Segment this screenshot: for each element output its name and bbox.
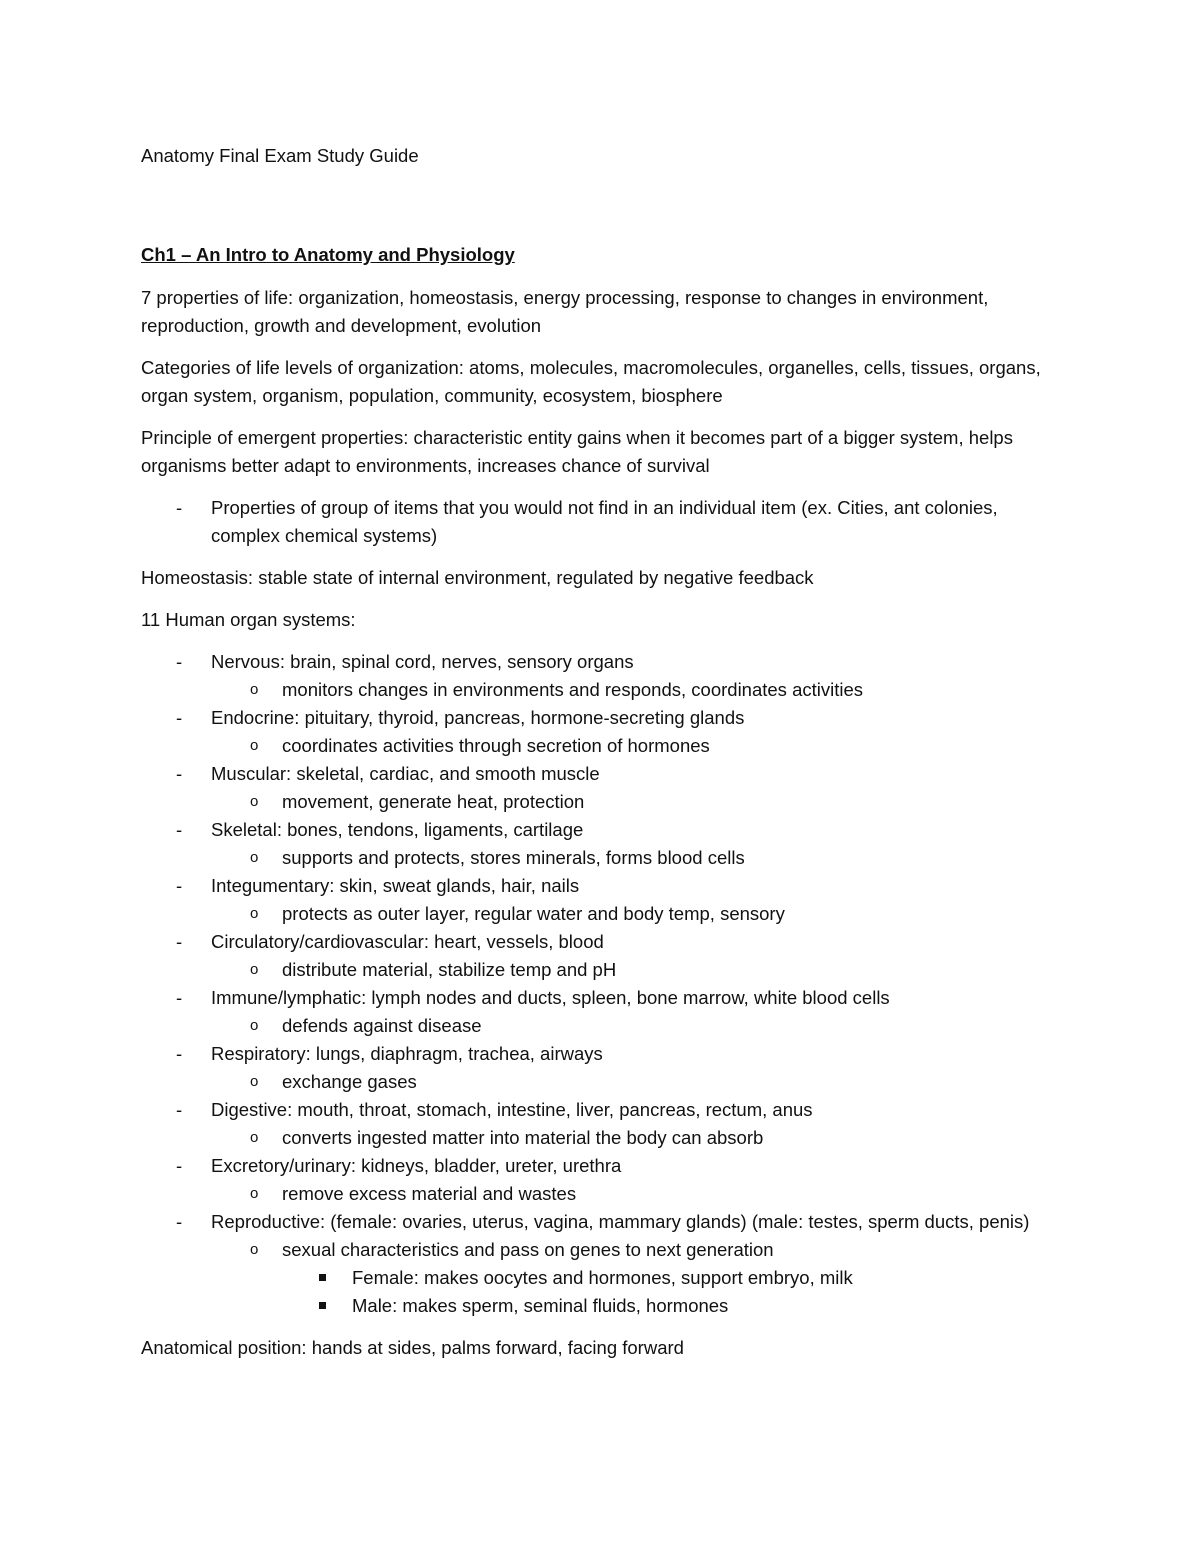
anatomical-position-paragraph: Anatomical position: hands at sides, palms forward, facing forward [141,1337,684,1358]
organ-system-name: Immune/lymphatic: lymph nodes and ducts, spleen, bone marrow, white blood cells [211,987,890,1008]
dash-bullet: - [176,497,183,518]
organ-function-text: distribute material, stabilize temp and pH [282,959,617,980]
organ-system-item [141,704,1061,760]
organ-system-name: Respiratory: lungs, diaphragm, trachea, airways [211,1043,603,1064]
homeostasis-paragraph: Homeostasis: stable state of internal environment, regulated by negative feedback [141,567,814,588]
organ-function-text: remove excess material and wastes [282,1183,577,1204]
organ-function-text: converts ingested matter into material the body can absorb [282,1127,764,1148]
organ-function-item [141,1068,1061,1096]
emergent-properties-paragraph: Principle of emergent properties: characteristic entity gains when it becomes part of a bigger system, helps organisms better adapt to environments, increases chance of survival [141,427,1013,476]
organ-system-item [141,648,1061,704]
list-item [141,494,1061,550]
dash-bullet: - [176,1099,183,1120]
circle-bullet: o [250,1241,259,1258]
organ-system-name: Muscular: skeletal, cardiac, and smooth muscle [211,763,600,784]
organ-system-item [141,816,1061,872]
dash-bullet: - [176,763,183,784]
circle-bullet: o [250,1017,259,1034]
organ-system-name: Integumentary: skin, sweat glands, hair, nails [211,875,580,896]
organ-function-item [141,1236,1061,1320]
organ-function-text: movement, generate heat, protection [282,791,585,812]
organ-function-list [211,1124,1061,1152]
circle-bullet: o [250,793,259,810]
circle-bullet: o [250,1185,259,1202]
organ-system-name: Reproductive: (female: ovaries, uterus, vagina, mammary glands) (male: testes, sperm ducts, penis) [211,1211,1030,1232]
dash-bullet: - [176,987,183,1008]
organ-function-list [211,788,1061,816]
organ-function-text: protects as outer layer, regular water and body temp, sensory [282,903,785,924]
organ-detail-item [141,1292,1061,1320]
organ-system-item [141,1096,1061,1152]
organ-function-text: exchange gases [282,1071,417,1092]
dash-bullet: - [176,1155,183,1176]
organ-system-item [141,984,1061,1040]
chapter-heading: Ch1 – An Intro to Anatomy and Physiology [141,244,515,265]
dash-bullet: - [176,819,183,840]
organ-function-item [141,844,1061,872]
dash-bullet: - [176,1211,183,1232]
organ-system-item [141,1208,1061,1320]
organ-function-text: monitors changes in environments and responds, coordinates activities [282,679,864,700]
dash-bullet: - [176,707,183,728]
organ-system-item [141,872,1061,928]
organ-function-list [211,1068,1061,1096]
circle-bullet: o [250,1073,259,1090]
list-item-text: Properties of group of items that you would not find in an individual item (ex. Cities, ant colonies, complex chemical systems) [211,497,998,546]
organ-systems-heading: 11 Human organ systems: [141,609,356,630]
circle-bullet: o [250,681,259,698]
organ-function-list [211,1236,1061,1320]
organ-function-item [141,676,1061,704]
organ-function-item [141,956,1061,984]
organ-function-text: supports and protects, stores minerals, forms blood cells [282,847,745,868]
organ-function-list [211,1180,1061,1208]
organ-function-text: defends against disease [282,1015,482,1036]
organ-function-item [141,1124,1061,1152]
organ-function-item [141,900,1061,928]
document-title: Anatomy Final Exam Study Guide [141,145,419,166]
organ-function-item [141,788,1061,816]
organ-function-text: sexual characteristics and pass on genes to next generation [282,1239,774,1260]
dash-bullet: - [176,1043,183,1064]
organ-detail-list [282,1264,1061,1320]
levels-of-organization-paragraph: Categories of life levels of organization: atoms, molecules, macromolecules, organelles, cells, tissues, organs, organ system, organism, population, community, ecosystem, biosphere [141,357,1041,406]
dash-bullet: - [176,875,183,896]
organ-function-list [211,732,1061,760]
organ-function-list [211,844,1061,872]
organ-detail-text: Male: makes sperm, seminal fluids, hormones [352,1295,729,1316]
organ-function-item [141,732,1061,760]
organ-function-list [211,956,1061,984]
organ-system-name: Digestive: mouth, throat, stomach, intestine, liver, pancreas, rectum, anus [211,1099,813,1120]
organ-system-item [141,1152,1061,1208]
organ-system-name: Nervous: brain, spinal cord, nerves, sensory organs [211,651,634,672]
properties-of-life-paragraph: 7 properties of life: organization, homeostasis, energy processing, response to changes in environment, reproduction, growth and development, evolution [141,287,989,336]
organ-detail-text: Female: makes oocytes and hormones, support embryo, milk [352,1267,853,1288]
circle-bullet: o [250,1129,259,1146]
circle-bullet: o [250,961,259,978]
organ-function-item [141,1012,1061,1040]
dash-bullet: - [176,651,183,672]
organ-function-item [141,1180,1061,1208]
square-bullet [319,1274,326,1281]
dash-bullet: - [176,931,183,952]
organ-systems-list [141,648,1061,1320]
organ-system-item [141,928,1061,984]
organ-function-list [211,676,1061,704]
organ-function-list [211,1012,1061,1040]
organ-system-name: Skeletal: bones, tendons, ligaments, cartilage [211,819,584,840]
organ-system-name: Excretory/urinary: kidneys, bladder, ureter, urethra [211,1155,622,1176]
organ-function-text: coordinates activities through secretion of hormones [282,735,710,756]
organ-system-name: Endocrine: pituitary, thyroid, pancreas, hormone-secreting glands [211,707,745,728]
organ-function-list [211,900,1061,928]
circle-bullet: o [250,905,259,922]
organ-system-item [141,760,1061,816]
square-bullet [319,1302,326,1309]
document-body [141,142,1061,1376]
organ-system-item [141,1040,1061,1096]
emergent-properties-list [141,494,1061,550]
organ-detail-item [141,1264,1061,1292]
organ-system-name: Circulatory/cardiovascular: heart, vessels, blood [211,931,604,952]
circle-bullet: o [250,849,259,866]
circle-bullet: o [250,737,259,754]
